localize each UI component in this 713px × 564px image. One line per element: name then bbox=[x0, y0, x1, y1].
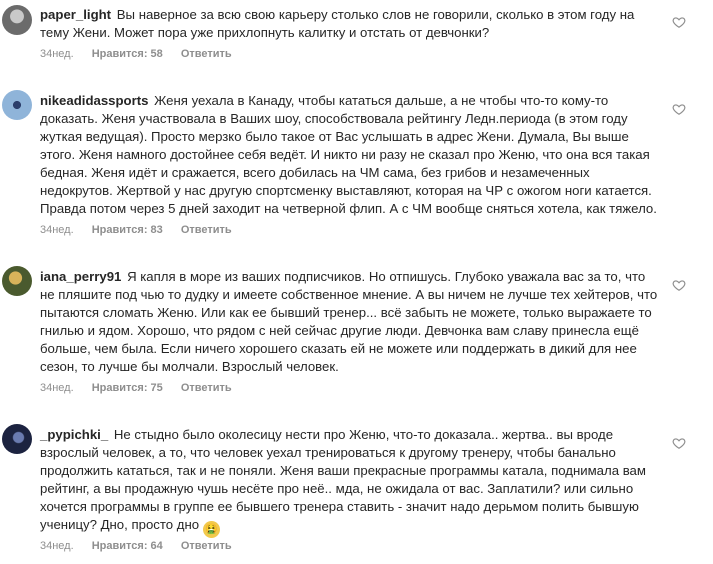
heart-icon[interactable] bbox=[672, 15, 686, 29]
reply-button[interactable]: Ответить bbox=[180, 382, 232, 394]
likes-count[interactable]: Нравится: 64 bbox=[91, 540, 163, 552]
comment-time[interactable]: 34нед. bbox=[40, 48, 74, 60]
comment-username[interactable]: paper_light bbox=[40, 7, 112, 22]
comment-meta bbox=[40, 224, 247, 236]
comment-time[interactable]: 34нед. bbox=[40, 382, 74, 394]
comment-body bbox=[40, 268, 660, 376]
comment-meta bbox=[40, 540, 247, 552]
comment-meta bbox=[40, 382, 247, 394]
avatar[interactable] bbox=[2, 424, 32, 454]
avatar[interactable] bbox=[2, 266, 32, 296]
likes-count[interactable]: Нравится: 75 bbox=[91, 382, 163, 394]
likes-count[interactable]: Нравится: 58 bbox=[91, 48, 163, 60]
comment-text: Я капля в море из ваших подписчиков. Но отпишусь. Глубоко уважала вас за то, что не пляшите под чью то дудку и имеете собственное мнение. А вы ничем не лучше тех хейтеров, что пытаются сломать Женю. Или как ее бывший тренер... всё забыть не можете, только выражаете то гнилью и ядом. Хорошо, что рядом с ней сейчас другие люди. Девчонка вам славу принесла ещё больше, чем была. Если ничего хорошего сказать ей не можете или поддержать в дикий для нее сезон, то лучше бы молчали. Взрослый человек. bbox=[40, 269, 658, 374]
comment-username[interactable]: iana_perry91 bbox=[40, 269, 122, 284]
heart-icon[interactable] bbox=[672, 102, 686, 116]
comment-username[interactable]: nikeadidassports bbox=[40, 93, 149, 108]
reply-button[interactable]: Ответить bbox=[180, 224, 232, 236]
comment-time[interactable]: 34нед. bbox=[40, 540, 74, 552]
comment-text: Женя уехала в Канаду, чтобы кататься дальше, а не чтобы что-то кому-то доказать. Женя участвовала в Ваших шоу, способствовала рейтингу Ледн.периода (в этом году жуткая ведущая). Просто мерзко было такое от Вас услышать в адрес Жени. Думала, Вы выше этого. Женя намного достойнее себя ведёт. И никто ни разу не сказал про Женю, что она вся такая бедная. Женя идёт и сражается, всего добилась на ЧМ сама, без грибов и незамеченных недокрутов. Жертвой у нас другую спортсменку выставляют, которая на ЧР с ожогом ноги катается. Правда потом через 5 дней заходит на четверной флип. А с ЧМ вообще сняться хотела, как тяжело. bbox=[40, 93, 657, 216]
heart-icon[interactable] bbox=[672, 436, 686, 450]
avatar[interactable] bbox=[2, 90, 32, 120]
comment-text: Вы наверное за всю свою карьеру столько слов не говорили, сколько в этом году на тему Жени. Может пора уже прихлопнуть калитку и отстать от девчонки? bbox=[40, 7, 635, 40]
vomiting-face-emoji-icon: 🤮 bbox=[203, 521, 220, 538]
comment-time[interactable]: 34нед. bbox=[40, 224, 74, 236]
comment-body bbox=[40, 92, 660, 218]
reply-button[interactable]: Ответить bbox=[180, 48, 232, 60]
likes-count[interactable]: Нравится: 83 bbox=[91, 224, 163, 236]
reply-button[interactable]: Ответить bbox=[180, 540, 232, 552]
avatar[interactable] bbox=[2, 5, 32, 35]
comment-username[interactable]: _pypichki_ bbox=[40, 427, 109, 442]
comment-body bbox=[40, 426, 660, 538]
comment-meta bbox=[40, 48, 247, 60]
comment-text: Не стыдно было околесицу нести про Женю, что-то доказала.. жертва.. вы вроде взрослый человек, а то, что человек уехал тренироваться к другому тренеру, чтобы банально продолжить кататься, так и не поняли. Женя ваши прекрасные программы катала, поднимала вам рейтинг, а вы продажную чушь несёте про неё.. мда, не ожидала от вас. Заплатили? или сильно хочется программы в группе ее бывшего тренера ставить - значит надо дерьмом полить бывшую ученицу? Дно, просто дно bbox=[40, 427, 646, 532]
heart-icon[interactable] bbox=[672, 278, 686, 292]
comment-body bbox=[40, 6, 660, 42]
